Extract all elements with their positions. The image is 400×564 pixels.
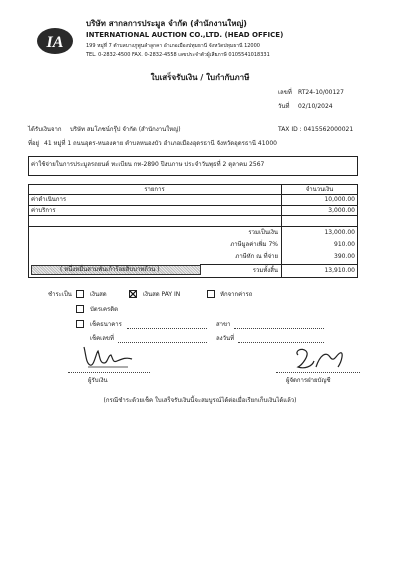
company-logo bbox=[36, 26, 74, 56]
cheque-bank-line bbox=[127, 328, 207, 329]
table-row-divider bbox=[28, 205, 358, 206]
checkmark-icon bbox=[130, 291, 136, 297]
company-address: 199 หมู่ที่ 7 ตำบลบางภูพูนลำลูกคา อำเภอเมืองปทุมธานี จังหวัดปทุมธานี 12000 bbox=[86, 43, 260, 49]
doc-number-value: RT24-10/00127 bbox=[298, 89, 344, 96]
summary-divider bbox=[28, 226, 358, 227]
summary-amount-total: 13,910.00 bbox=[324, 267, 355, 274]
doc-date-label: วันที่ bbox=[278, 103, 290, 110]
total-divider bbox=[200, 264, 358, 265]
customer-address: 41 หมู่ที่ 1 ถนนอุดร-หนองคาย ตำบลหนองบัว อำเภอเมืองอุดรธานี จังหวัดอุดรธานี 41000 bbox=[44, 140, 277, 147]
cheque-date-label: ลงวันที่ bbox=[216, 335, 235, 342]
branch-label: สาขา bbox=[216, 321, 231, 328]
description-text: ค่าใช้จ่ายในการประมูลรถยนต์ ทะเบียน กท-2890 ปีงบภาษ ประจำวันพุธที่ 2 ตุลาคม 2567 bbox=[31, 161, 265, 168]
table-row-divider bbox=[28, 215, 358, 216]
summary-label-vat: ภาษีมูลค่าเพิ่ม 7% bbox=[230, 241, 278, 248]
summary-amount-withholding: 390.00 bbox=[334, 253, 355, 260]
summary-amount-subtotal: 13,000.00 bbox=[324, 229, 355, 236]
deduct-checkbox[interactable] bbox=[207, 290, 215, 298]
cheque-checkbox[interactable] bbox=[76, 320, 84, 328]
credit-card-checkbox[interactable] bbox=[76, 305, 84, 313]
table-row-label: ค่าบริการ bbox=[31, 207, 56, 214]
manager-signature bbox=[290, 345, 350, 373]
manager-label: ผู้จัดการฝ่ายบัญชี bbox=[286, 377, 331, 384]
table-header-amount: จำนวนเงิน bbox=[305, 186, 334, 193]
doc-number-label: เลขที่ bbox=[278, 89, 292, 96]
summary-label-total: รวมทั้งสิ้น bbox=[252, 267, 278, 274]
table-header-divider bbox=[28, 194, 358, 195]
summary-amount-vat: 910.00 bbox=[334, 241, 355, 248]
table-row-amount: 10,000.00 bbox=[324, 196, 355, 203]
customer-tax-id: TAX ID : 0415562000021 bbox=[278, 126, 354, 133]
branch-line bbox=[234, 328, 324, 329]
cheque-bank-label: เช็คธนาคาร bbox=[90, 321, 122, 328]
table-row-label: ค่าดำเนินการ bbox=[31, 196, 67, 203]
transfer-checkbox[interactable] bbox=[129, 290, 137, 298]
paid-by-label: ชำระเป็น bbox=[48, 291, 72, 298]
logo-text: IA bbox=[46, 34, 64, 51]
summary-label-withholding: ภาษีหัก ณ ที่จ่าย bbox=[235, 253, 278, 260]
receiver-label: ผู้รับเงิน bbox=[88, 377, 108, 384]
cash-checkbox[interactable] bbox=[76, 290, 84, 298]
cheque-number-label: เช็คเลขที่ bbox=[90, 335, 114, 342]
manager-signature-line bbox=[276, 372, 360, 373]
receiver-signature bbox=[78, 341, 138, 373]
deduct-label: หักจากค่ารถ bbox=[220, 291, 253, 298]
receiver-signature-line bbox=[68, 372, 150, 373]
table-header-item: รายการ bbox=[144, 186, 165, 193]
company-name-th: บริษัท สากลการประมูล จำกัด (สำนักงานใหญ่) bbox=[86, 19, 247, 28]
company-contact: TEL. 0-2832-4500 FAX. 0-2832-4558 เลขประจำตัวผู้เสียภาษี 0105541018331 bbox=[86, 52, 270, 58]
cash-label: เงินสด bbox=[90, 291, 107, 298]
cheque-date-line bbox=[238, 342, 324, 343]
customer-address-label: ที่อยู่ bbox=[28, 140, 40, 147]
received-from-label: ได้รับเงินจาก bbox=[28, 126, 62, 133]
customer-name: บริษัท สมโภชน์กรุ๊ป จำกัด (สำนักงานใหญ่) bbox=[70, 126, 181, 133]
company-name-en: INTERNATIONAL AUCTION CO.,LTD. (HEAD OFFICE) bbox=[86, 31, 284, 39]
doc-date-value: 02/10/2024 bbox=[298, 103, 333, 110]
footer-note: (กรณีชำระด้วยเช็ค ใบเสร็จรับเงินนี้จะสมบูรณ์ได้ต่อเมื่อเรียกเก็บเงินได้แล้ว) bbox=[103, 397, 297, 404]
summary-label-subtotal: รวมเป็นเงิน bbox=[248, 229, 278, 236]
document-title: ใบเสร็จรับเงิน / ใบกำกับภาษี bbox=[150, 73, 250, 82]
table-row-amount: 3,000.00 bbox=[328, 207, 355, 214]
amount-in-words: ( หนึ่งหมื่นสามพันเก้าร้อยสิบบาทถ้วน ) bbox=[60, 266, 160, 273]
transfer-label: เงินสด PAY IN bbox=[143, 291, 181, 298]
credit-card-label: บัตรเครดิต bbox=[90, 306, 119, 313]
